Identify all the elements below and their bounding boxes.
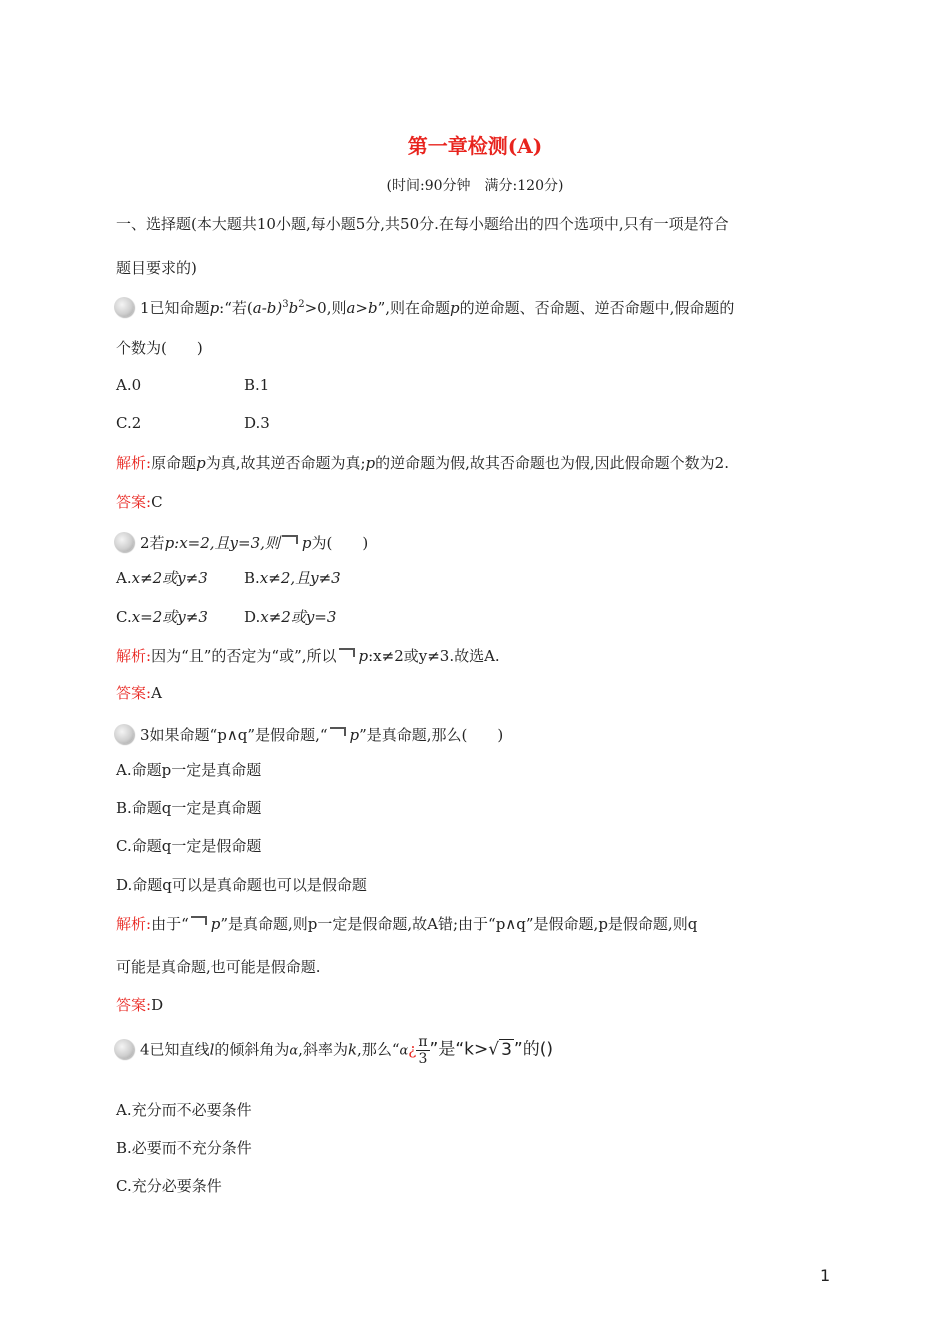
math-var: p <box>196 454 206 472</box>
question-2 <box>116 532 368 553</box>
solution-text: 为真,故其逆否命题为真; <box>205 454 366 472</box>
math-var: b <box>288 299 299 317</box>
negation-sign-icon <box>282 535 298 544</box>
math-exponent: 2 <box>298 299 305 310</box>
negation-sign-icon <box>191 916 207 925</box>
option-a: A.充分而不必要条件 <box>116 1101 252 1119</box>
solution-text: :x≠2或y≠3.故选A. <box>368 647 500 665</box>
math-var: p <box>358 647 369 665</box>
option-c: C.命题q一定是假命题 <box>116 837 262 855</box>
answer-label: 答案: <box>116 684 152 702</box>
question-text: 如果命题“p∧q”是假命题,“ <box>149 726 328 744</box>
solution-3 <box>116 913 697 934</box>
question-text: ”,则在命题 <box>377 299 451 317</box>
answer-label: 答案: <box>116 493 152 511</box>
question-text: >0,则 <box>304 299 347 317</box>
question-text: 已知命题 <box>149 299 210 317</box>
option-c: C.2 <box>116 414 142 432</box>
option-d: D.命题q可以是真命题也可以是假命题 <box>116 876 367 894</box>
question-text: ”是真命题,那么( ) <box>359 726 504 744</box>
question-text: 为( ) <box>311 534 369 552</box>
math-var: p <box>450 299 460 317</box>
math-var: p <box>210 915 221 933</box>
answer-value: C <box>151 493 163 511</box>
question-bullet-icon <box>114 724 134 744</box>
question-text: ”是“k> <box>429 1039 489 1060</box>
question-number: 1 <box>140 299 150 317</box>
answer-1 <box>116 491 163 512</box>
question-text: 已知直线 <box>149 1040 210 1059</box>
question-text: 的倾斜角为 <box>214 1040 290 1059</box>
option-a: A.x≠2或y≠3 <box>116 569 208 587</box>
negation-sign-icon <box>330 727 346 736</box>
math-var: l <box>209 1040 215 1059</box>
question-1 <box>116 297 734 318</box>
page-title: 第一章检测(A) <box>407 134 543 158</box>
question-3 <box>116 724 503 745</box>
page-subtitle: (时间:90分钟 满分:120分) <box>386 178 564 194</box>
solution-text: 原命题 <box>151 454 197 472</box>
math-var: p <box>349 726 360 744</box>
question-number: 3 <box>140 726 150 744</box>
question-bullet-icon <box>114 532 134 552</box>
question-text: 若 <box>149 534 165 552</box>
option-b: B.命题q一定是真命题 <box>116 799 262 817</box>
solution-3-line2: 可能是真命题,也可能是假命题. <box>116 958 321 976</box>
math-expr: p:x=2,且y=3,则 <box>164 534 280 552</box>
question-text: ”的() <box>513 1039 553 1060</box>
option-a: A.命题p一定是真命题 <box>116 761 262 779</box>
question-text: 的逆命题、否命题、逆否命题中,假命题的 <box>459 299 735 317</box>
question-bullet-icon <box>114 297 134 317</box>
math-var: p <box>209 299 220 317</box>
option-c: C.充分必要条件 <box>116 1177 222 1195</box>
question-bullet-icon <box>114 1039 134 1059</box>
solution-label: 解析: <box>116 454 152 472</box>
answer-value: D <box>151 996 164 1014</box>
math-var: p <box>301 534 312 552</box>
math-expr: a>b <box>346 299 378 317</box>
option-b: B.必要而不充分条件 <box>116 1139 252 1157</box>
solution-text: ”是真命题,则p一定是假命题,故A错;由于“p∧q”是假命题,p是假命题,则q <box>220 915 698 933</box>
question-number: 4 <box>140 1040 150 1059</box>
solution-label: 解析: <box>116 915 152 933</box>
question-text: :“若( <box>219 299 253 317</box>
solution-text: 由于“ <box>151 915 189 933</box>
option-b: B.1 <box>244 376 270 394</box>
math-expr: a-b) <box>252 299 283 317</box>
question-number: 2 <box>140 534 150 552</box>
negation-sign-icon <box>339 648 355 657</box>
section-heading-line1: 一、选择题(本大题共10小题,每小题5分,共50分.在每小题给出的四个选项中,只有一项是符合 <box>116 215 729 233</box>
solution-text: 的逆命题为假,故其否命题也为假,因此假命题个数为2. <box>375 454 729 472</box>
math-var: k <box>347 1040 358 1059</box>
solution-text: 因为“且”的否定为“或”,所以 <box>151 647 337 665</box>
sqrt-3: √ 3 <box>488 1039 512 1060</box>
glitch-char: ¿ <box>408 1040 417 1059</box>
question-text: ,那么“ <box>357 1040 400 1059</box>
math-var: α <box>289 1043 299 1059</box>
math-var: α <box>399 1043 409 1059</box>
solution-2 <box>116 645 500 666</box>
option-d: D.x≠2或y=3 <box>244 608 337 626</box>
section-heading-line2: 题目要求的) <box>116 259 197 277</box>
answer-3 <box>116 994 163 1015</box>
question-4 <box>116 1034 553 1067</box>
option-a: A.0 <box>116 376 142 394</box>
answer-2 <box>116 682 162 703</box>
answer-value: A <box>151 684 162 702</box>
page-number: 1 <box>820 1266 831 1285</box>
math-exponent: 3 <box>282 299 289 310</box>
option-c: C.x=2或y≠3 <box>116 608 208 626</box>
option-d: D.3 <box>244 414 270 432</box>
question-1-line2: 个数为( ) <box>116 339 203 357</box>
question-text: ,斜率为 <box>298 1040 348 1059</box>
math-var: p <box>365 454 376 472</box>
option-b: B.x≠2,且y≠3 <box>244 569 341 587</box>
solution-label: 解析: <box>116 647 152 665</box>
fraction-pi-over-3: $\frac{\pi}{3}$ <box>418 1034 428 1067</box>
answer-label: 答案: <box>116 996 152 1014</box>
solution-1 <box>116 452 729 473</box>
